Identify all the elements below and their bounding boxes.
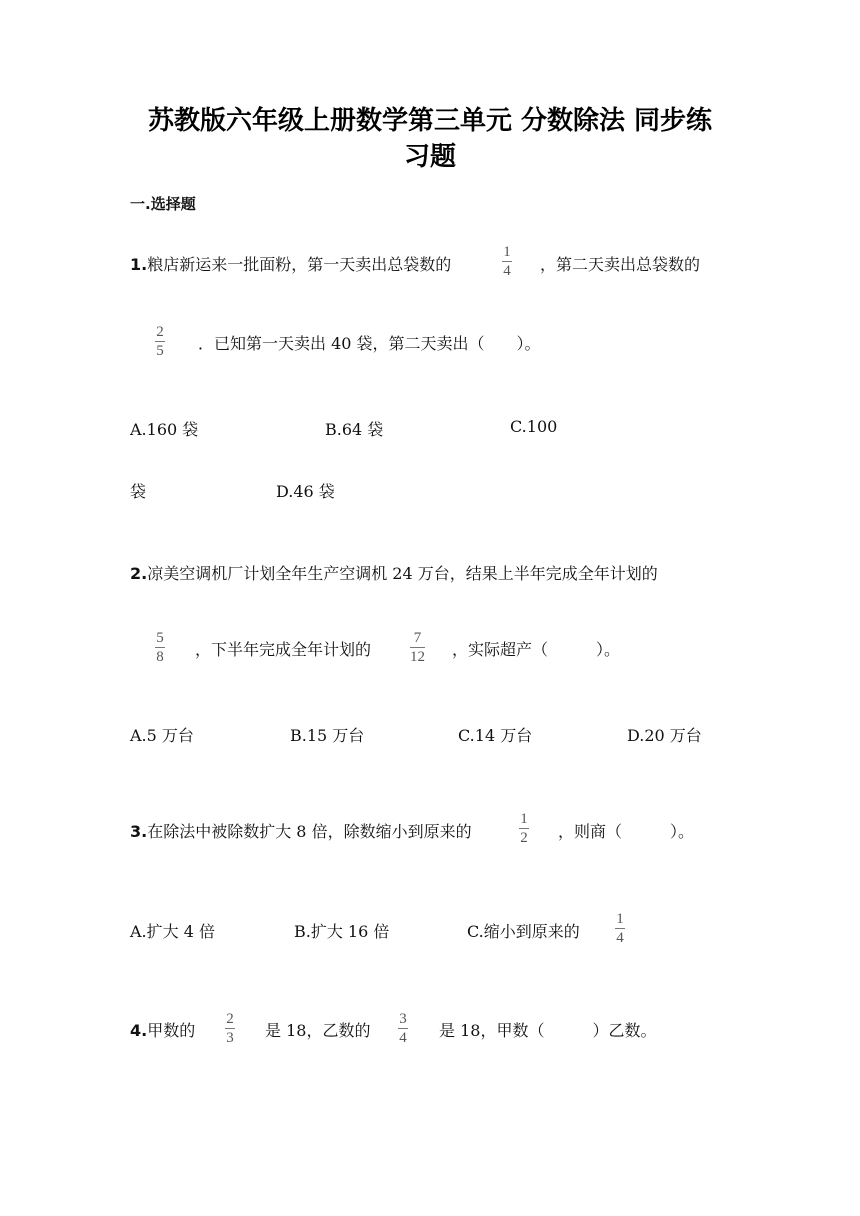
- numerator: 1: [503, 244, 511, 260]
- question-text: ．已知第一天卖出 40 袋，第二天卖出（ ）。: [198, 334, 541, 353]
- question-text: ，第二天卖出总袋数的: [540, 255, 701, 274]
- question-text: 在除法中被除数扩大 8 倍，除数缩小到原来的: [147, 822, 472, 841]
- section-title: 一.选择题: [130, 195, 196, 213]
- numerator: 5: [156, 630, 164, 646]
- fraction: [155, 324, 165, 359]
- option-d[interactable]: D.20 万台: [627, 726, 702, 745]
- numerator: 2: [226, 1011, 234, 1027]
- option-d[interactable]: D.46 袋: [276, 482, 335, 501]
- question-text: 凉美空调机厂计划全年生产空调机 24 万台，结果上半年完成全年计划的: [147, 564, 658, 583]
- option-b[interactable]: B.64 袋: [325, 420, 384, 439]
- numerator: 2: [156, 324, 164, 340]
- question-1-text: [130, 252, 451, 275]
- question-4-text: [130, 1018, 195, 1041]
- question-number: 3.: [130, 822, 148, 841]
- option-a[interactable]: A.扩大 4 倍: [130, 922, 215, 941]
- option-a[interactable]: A.5 万台: [130, 726, 194, 745]
- fraction-bar: [225, 1028, 235, 1029]
- numerator: 1: [616, 911, 624, 927]
- title-line-2: 习题: [403, 142, 456, 172]
- option-c[interactable]: C.缩小到原来的: [467, 922, 580, 941]
- denominator: 5: [156, 343, 164, 359]
- denominator: 8: [156, 649, 164, 665]
- option-c[interactable]: C.14 万台: [458, 726, 533, 745]
- question-text: 甲数的: [147, 1021, 196, 1040]
- option-c[interactable]: C.100: [510, 417, 558, 436]
- title-line-1: 苏教版六年级上册数学第三单元 分数除法 同步练: [147, 106, 713, 136]
- denominator: 12: [410, 649, 425, 665]
- numerator: 3: [399, 1011, 407, 1027]
- question-number: 1.: [130, 255, 148, 274]
- fraction: [410, 630, 425, 665]
- question-text: ，则商（ ）。: [558, 822, 695, 841]
- page-title: [80, 103, 780, 175]
- fraction-bar: [410, 647, 425, 648]
- fraction: [502, 244, 512, 279]
- fraction-bar: [502, 261, 512, 262]
- denominator: 4: [616, 930, 624, 946]
- numerator: 7: [413, 630, 422, 646]
- denominator: 4: [503, 263, 511, 279]
- fraction: [519, 811, 529, 846]
- fraction-bar: [519, 828, 529, 829]
- question-text: 粮店新运来一批面粉，第一天卖出总袋数的: [147, 255, 452, 274]
- question-text: 是 18，乙数的: [265, 1021, 371, 1040]
- question-text: ，下半年完成全年计划的: [195, 640, 372, 659]
- option-a[interactable]: A.160 袋: [130, 420, 199, 439]
- option-b[interactable]: B.15 万台: [290, 726, 365, 745]
- option-b[interactable]: B.扩大 16 倍: [294, 922, 390, 941]
- fraction: [155, 630, 165, 665]
- question-number: 4.: [130, 1021, 148, 1040]
- question-number: 2.: [130, 564, 148, 583]
- fraction-bar: [155, 341, 165, 342]
- fraction-bar: [155, 647, 165, 648]
- numerator: 1: [520, 811, 528, 827]
- denominator: 3: [226, 1030, 234, 1046]
- denominator: 2: [520, 830, 528, 846]
- question-3-text: [130, 819, 472, 842]
- question-text: 是 18，甲数（ ）乙数。: [439, 1021, 657, 1040]
- fraction: [615, 911, 625, 946]
- option-c-continued[interactable]: 袋: [130, 482, 147, 501]
- question-text: ，实际超产（ ）。: [452, 640, 621, 659]
- fraction-bar: [398, 1028, 408, 1029]
- question-2-text: [130, 561, 658, 584]
- denominator: 4: [399, 1030, 407, 1046]
- fraction-bar: [615, 928, 625, 929]
- fraction: [398, 1011, 408, 1046]
- fraction: [225, 1011, 235, 1046]
